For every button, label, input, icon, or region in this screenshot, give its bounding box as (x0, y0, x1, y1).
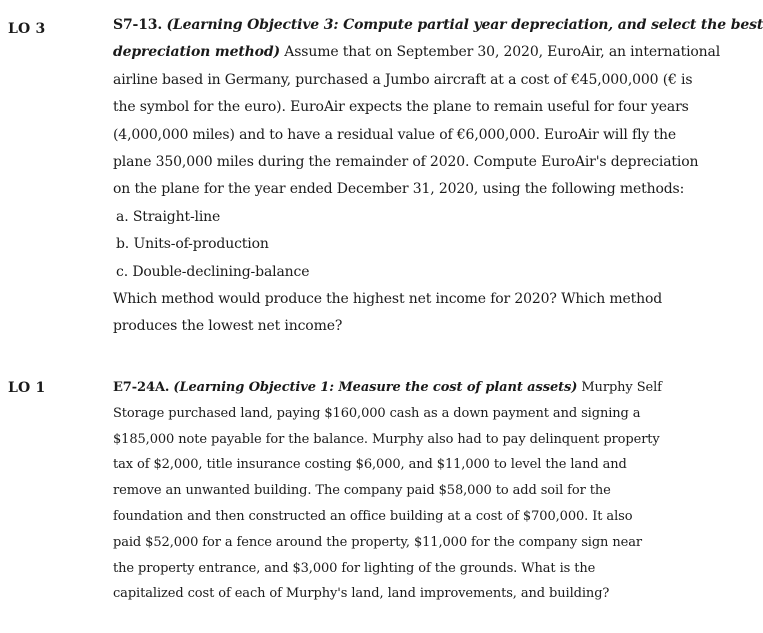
lo-label-s7-13: LO 3 (8, 21, 46, 37)
method-text: Double-declining-balance (132, 263, 310, 280)
learning-objective: (Learning Objective 1: Measure the cost of plant assets) (173, 380, 578, 395)
method-text: Straight-line (132, 208, 221, 225)
problem-line: capitalized cost of each of Murphy's land, land improvements, and building? (113, 586, 610, 602)
problem-line: the property entrance, and $3,000 for lighting of the grounds. What is the (113, 560, 596, 576)
problem-id: S7-13. (113, 17, 163, 33)
problem-line: paid $52,000 for a fence around the property, $11,000 for the company sign near (113, 534, 642, 550)
problem-line: plane 350,000 miles during the remainder of 2020. Compute EuroAir's depreciation (113, 153, 699, 170)
problem-line: remove an unwanted building. The company paid $58,000 to add soil for the (113, 483, 611, 499)
question-line: produces the lowest net income? (113, 318, 343, 335)
problem-line (113, 12, 763, 39)
problem-line: Storage purchased land, paying $160,000 cash as a down payment and signing a (113, 405, 641, 421)
problem-line: airline based in Germany, purchased a Jumbo aircraft at a cost of €45,000,000 (€ is (113, 71, 693, 88)
problem-e7-24a (113, 375, 688, 607)
problem-line: on the plane for the year ended December 31, 2020, using the following methods: (113, 181, 685, 198)
learning-objective: (Learning Objective 3: Compute partial year depreciation, and select the best (166, 17, 763, 33)
lo-label-e7-24a: LO 1 (8, 380, 46, 396)
problem-text: Assume that on September 30, 2020, EuroAir, an international (284, 44, 721, 61)
method-letter: b. (116, 236, 130, 253)
problem-line: $185,000 note payable for the balance. Murphy also had to pay delinquent property (113, 431, 660, 447)
problem-line (113, 375, 688, 401)
method-letter: c. (116, 263, 128, 280)
question-line: Which method would produce the highest net income for 2020? Which method (113, 290, 663, 307)
problem-line: the symbol for the euro). EuroAir expects the plane to remain useful for four years (113, 99, 689, 116)
problem-text: Murphy Self (581, 380, 662, 395)
problem-line (113, 39, 721, 66)
problem-s7-13 (113, 12, 763, 341)
method-item-a (113, 204, 688, 231)
problem-line: (4,000,000 miles) and to have a residual value of €6,000,000. EuroAir will fly the (113, 126, 676, 143)
method-item-b (113, 231, 688, 258)
method-item-c (113, 259, 688, 286)
method-letter: a. (116, 208, 129, 225)
problem-line: tax of $2,000, title insurance costing $6,000, and $11,000 to level the land and (113, 457, 627, 473)
problem-line: foundation and then constructed an office building at a cost of $700,000. It also (113, 508, 633, 524)
problem-id: E7-24A. (113, 380, 170, 395)
method-text: Units-of-production (133, 236, 269, 253)
learning-objective-cont: depreciation method) (113, 44, 280, 61)
